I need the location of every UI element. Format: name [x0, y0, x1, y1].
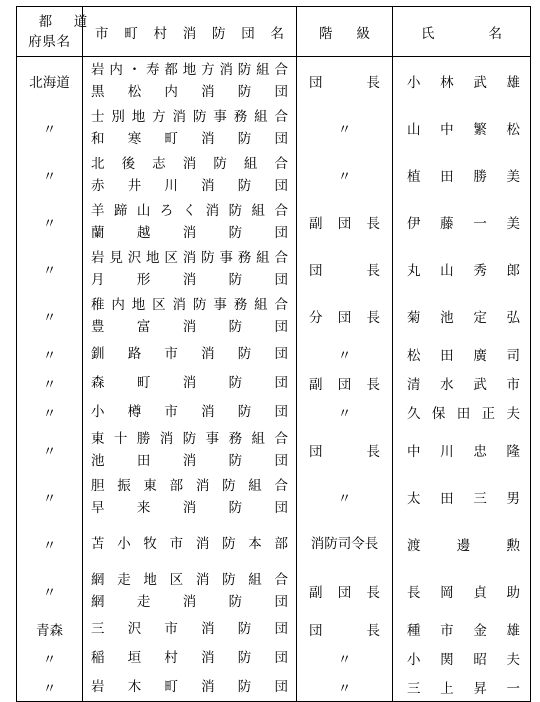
cell-fire-brigade — [83, 427, 297, 474]
cell-name: 植田勝美 — [393, 152, 531, 199]
cell-prefecture: 〃 — [17, 293, 83, 340]
brigade-line: 岩内・寿都地方消防組合 — [91, 61, 288, 78]
cell-prefecture: 〃 — [17, 369, 83, 398]
cell-name: 太田三男 — [393, 474, 531, 521]
table-row — [17, 199, 531, 246]
cell-fire-brigade — [83, 105, 297, 152]
table-row — [17, 568, 531, 615]
cell-prefecture: 〃 — [17, 427, 83, 474]
cell-prefecture: 〃 — [17, 105, 83, 152]
cell-fire-brigade — [83, 568, 297, 615]
cell-name: 小林武雄 — [393, 57, 531, 105]
brigade-line: 黒松内消防団 — [91, 83, 288, 100]
table-body — [17, 57, 531, 702]
cell-name: 長岡貞助 — [393, 568, 531, 615]
cell-rank: 団長 — [297, 57, 393, 105]
cell-fire-brigade — [83, 152, 297, 199]
brigade-line: 網走地区消防組合 — [91, 572, 288, 588]
cell-fire-brigade — [83, 57, 297, 105]
brigade-line: 小樽市消防団 — [91, 404, 288, 420]
cell-rank: 〃 — [297, 398, 393, 427]
header-prefecture — [17, 7, 109, 57]
brigade-line: 胆振東部消防組合 — [91, 478, 288, 494]
brigade-line: 早来消防団 — [91, 500, 288, 516]
cell-name: 清水武市 — [393, 369, 531, 398]
header-rank: 階級 — [297, 7, 393, 57]
cell-rank: 分団長 — [297, 293, 393, 340]
cell-fire-brigade — [83, 199, 297, 246]
cell-prefecture: 〃 — [17, 398, 83, 427]
brigade-line: 森町消防団 — [91, 375, 288, 391]
cell-prefecture: 〃 — [17, 152, 83, 199]
cell-fire-brigade — [83, 340, 297, 369]
cell-name: 松田廣司 — [393, 340, 531, 369]
cell-rank: 団長 — [297, 427, 393, 474]
cell-fire-brigade — [83, 673, 297, 702]
cell-rank: 〃 — [297, 340, 393, 369]
cell-rank: 〃 — [297, 644, 393, 673]
table-row — [17, 521, 531, 568]
header-prefecture-line1: 都道 — [38, 13, 109, 30]
brigade-line: 岩木町消防団 — [91, 678, 288, 695]
cell-prefecture: 〃 — [17, 199, 83, 246]
cell-name: 渡邊勲 — [393, 521, 531, 568]
brigade-line: 蘭越消防団 — [91, 225, 288, 241]
cell-fire-brigade — [83, 369, 297, 398]
cell-fire-brigade — [83, 644, 297, 673]
cell-rank: 消防司令長 — [297, 521, 393, 568]
cell-fire-brigade — [83, 615, 297, 644]
table-row — [17, 340, 531, 369]
cell-fire-brigade — [83, 398, 297, 427]
table-row — [17, 398, 531, 427]
cell-fire-brigade — [83, 293, 297, 340]
table-row — [17, 246, 531, 293]
brigade-line: 豊富消防団 — [91, 319, 288, 335]
cell-rank: 〃 — [297, 105, 393, 152]
brigade-line: 赤井川消防団 — [91, 178, 288, 194]
header-fire-brigade: 市町村消防団名 — [83, 7, 297, 57]
cell-prefecture: 〃 — [17, 246, 83, 293]
cell-rank: 団長 — [297, 615, 393, 644]
cell-fire-brigade — [83, 521, 297, 568]
brigade-line: 北後志消防組合 — [91, 156, 288, 172]
brigade-line: 網走消防団 — [91, 594, 288, 610]
table-row — [17, 105, 531, 152]
cell-prefecture: 〃 — [17, 644, 83, 673]
header-prefecture-line2: 府県名 — [28, 33, 71, 50]
header-row — [17, 7, 531, 57]
cell-name: 三上昇一 — [393, 673, 531, 702]
cell-rank: 〃 — [297, 673, 393, 702]
brigade-line: 士別地方消防事務組合 — [91, 109, 288, 125]
cell-rank: 〃 — [297, 474, 393, 521]
table-row — [17, 474, 531, 521]
brigade-line: 三沢市消防団 — [91, 621, 288, 637]
table-row — [17, 427, 531, 474]
table-row — [17, 673, 531, 702]
table-row — [17, 152, 531, 199]
cell-name: 丸山秀郎 — [393, 246, 531, 293]
cell-rank: 副団長 — [297, 199, 393, 246]
cell-prefecture: 〃 — [17, 521, 83, 568]
cell-rank: 団長 — [297, 246, 393, 293]
brigade-line: 月形消防団 — [91, 272, 288, 288]
cell-prefecture: 青森 — [17, 615, 83, 644]
brigade-line: 東十勝消防事務組合 — [91, 431, 288, 447]
cell-prefecture: 〃 — [17, 568, 83, 615]
cell-name: 小関昭夫 — [393, 644, 531, 673]
cell-name: 伊藤一美 — [393, 199, 531, 246]
table-row — [17, 615, 531, 644]
table-row — [17, 369, 531, 398]
cell-rank: 副団長 — [297, 369, 393, 398]
cell-fire-brigade — [83, 246, 297, 293]
table-row — [17, 644, 531, 673]
brigade-line: 池田消防団 — [91, 453, 288, 469]
brigade-line: 岩見沢地区消防事務組合 — [91, 250, 288, 266]
brigade-line: 稲垣村消防団 — [91, 650, 288, 666]
cell-name: 種市金雄 — [393, 615, 531, 644]
cell-name: 菊池定弘 — [393, 293, 531, 340]
cell-prefecture: 〃 — [17, 474, 83, 521]
cell-prefecture: 北海道 — [17, 57, 83, 105]
brigade-line: 和寒町消防団 — [91, 131, 288, 147]
cell-name: 山中繁松 — [393, 105, 531, 152]
cell-prefecture: 〃 — [17, 673, 83, 702]
cell-name: 久保田正夫 — [393, 398, 531, 427]
cell-rank: 副団長 — [297, 568, 393, 615]
brigade-line: 稚内地区消防事務組合 — [91, 297, 288, 313]
cell-name: 中川忠隆 — [393, 427, 531, 474]
brigade-line: 苫小牧市消防本部 — [91, 536, 288, 552]
cell-rank: 〃 — [297, 152, 393, 199]
table-row — [17, 293, 531, 340]
table-row — [17, 57, 531, 105]
cell-fire-brigade — [83, 474, 297, 521]
brigade-line: 釧路市消防団 — [91, 346, 288, 362]
cell-prefecture: 〃 — [17, 340, 83, 369]
award-table — [16, 6, 531, 702]
brigade-line: 羊蹄山ろく消防組合 — [91, 203, 288, 219]
header-name: 氏名 — [393, 7, 531, 57]
